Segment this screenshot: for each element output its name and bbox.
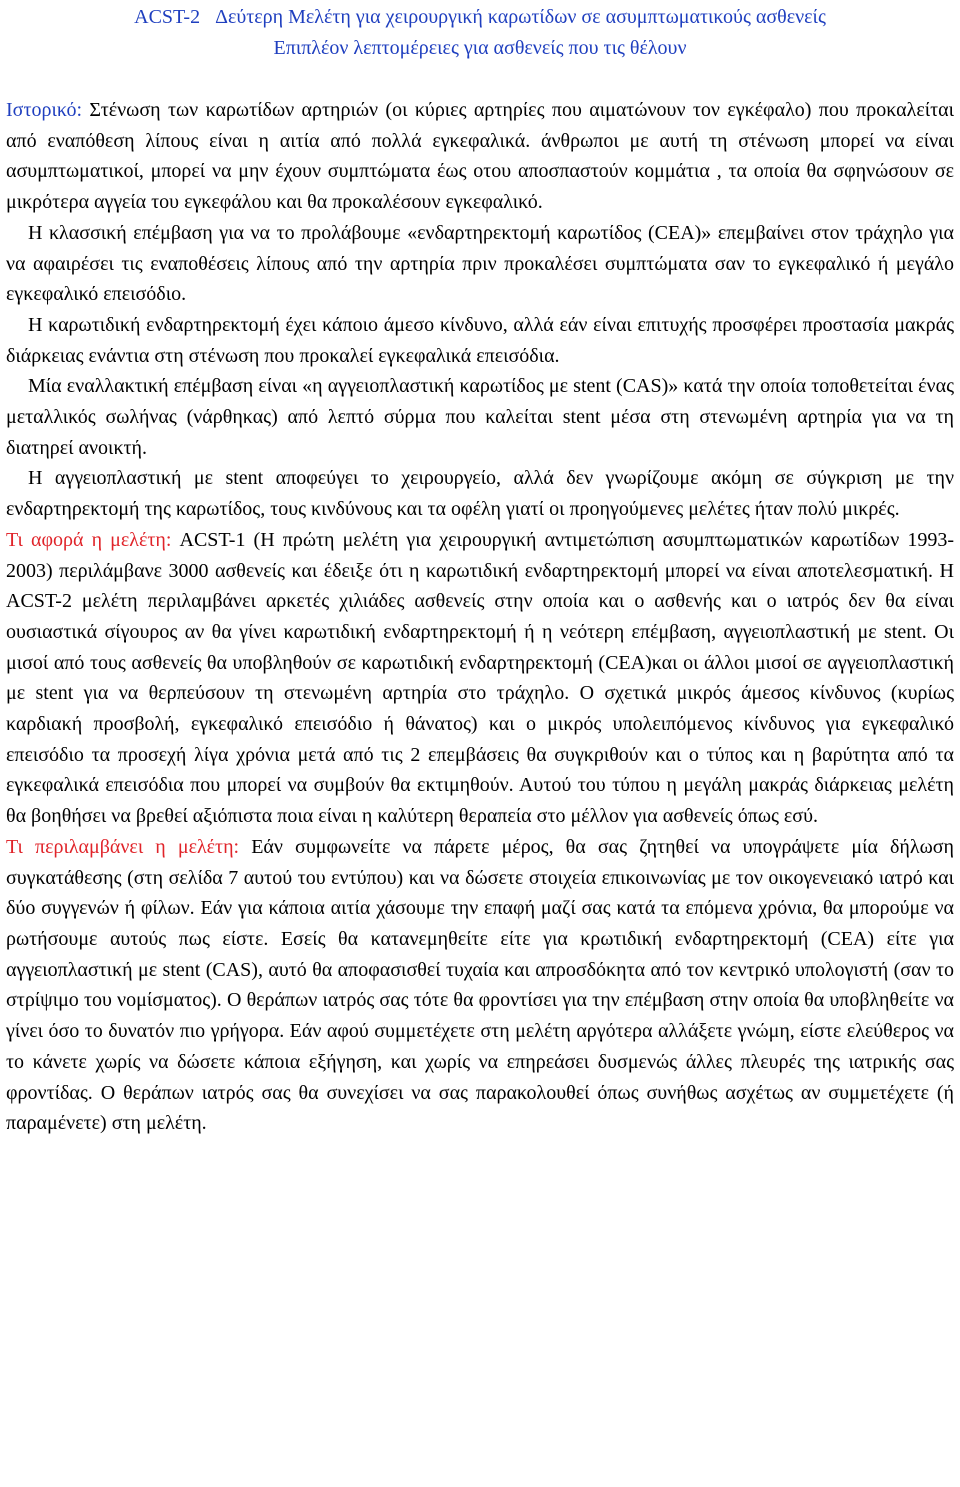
paragraph-cea: Η κλασσική επέμβαση για να το προλάβουμε «ενδαρτηρεκτομή καρωτίδος (CEA)» επεμβαίνει στον τράχηλο για να αφαιρέσει τις εναποθέσεις λίπους από την αρτηρία πριν προκαλέσει συμπτώματα σαν το εγκεφαλικό ή μεγάλο εγκεφαλικό επεισόδιο. <box>6 221 954 306</box>
paragraph-cea-risk: Η καρωτιδική ενδαρτηρεκτομή έχει κάποιο άμεσο κίνδυνο, αλλά εάν είναι επιτυχής προσφέρει προστασία μακράς διάρκειας ενάντια στη στένωση που προκαλεί εγκεφαλικά επεισόδια. <box>6 313 954 367</box>
study-includes-paragraph <box>6 832 954 1139</box>
document-title: Δεύτερη Μελέτη για χειρουργική καρωτίδων σε ασυμπτωματικούς ασθενείς <box>215 6 826 28</box>
study-about-text: ACST-1 (Η πρώτη μελέτη για χειρουργική αντιμετώπιση ασυμπτωματικών καρωτίδων 1993-2003) περιλάμβανε 3000 ασθενείς και έδειξε ότι η καρωτιδική ενδαρτηρεκτομή μπορεί να είναι αποτελεσματική. Η ACST-2 μελέτη περιλαμβάνει αρκετές χιλιάδες ασθενείς στην οποία και ο ασθενής και ο ιατρός δεν θα είναι ουσιαστικά σίγουρος αν θα γίνει καρωτιδική ενδαρτηρεκτομή ή η νεότερη επέμβαση, αγγειοπλαστική με stent. Οι μισοί από τους ασθενείς θα υποβληθούν σε καρωτιδική ενδαρτηρεκτομή (CEA)και οι άλλοι μισοί σε αγγειοπλαστική με stent για να θερπεύσουν τη στενωμένη αρτηρία στο τράχηλο. Ο σχετικά μικρός άμεσος κίνδυνος (κυρίως καρδιακή προσβολή, εγκεφαλικό επεισόδιο ή θάνατος) και ο μικρός υπολειπόμενος κίνδυνος για εγκεφαλικό επεισόδιο τα προσεχή λίγα χρόνια μετά από τις 2 επεμβάσεις θα συγκριθούν και ο τύπος και η βαρύτητα από τα εγκεφαλικά επεισόδια που μπορεί να συμβούν θα εκτιμηθούν. Αυτού του τύπου η μεγάλη μακράς διάρκειας μελέτη θα βοηθήσει να βρεθεί αξιόπιστα ποια είναι η καλύτερη θεραπεία στο μέλλον για ασθενείς όπως εσύ. <box>6 528 954 828</box>
history-label: Ιστορικό: <box>6 99 83 121</box>
paragraph-cas: Μία εναλλακτική επέμβαση είναι «η αγγειοπλαστική καρωτίδος με stent (CAS)» κατά την οποία τοποθετείται ένας μεταλλικός σωλήνας (νάρθηκας) από λεπτό σύρμα που καλείται stent μέσα στη στενωμένη αρτηρία για να τη διατηρεί ανοικτή. <box>6 375 954 459</box>
study-includes-label: Τι περιλαμβάνει η μελέτη: <box>6 835 240 858</box>
history-text: Στένωση των καρωτίδων αρτηριών (οι κύριες αρτηρίες που αιματώνουν τον εγκέφαλο) που προκαλείται από εναπόθεση λίπους είναι η αιτία από πολλά εγκεφαλικά. άνθρωποι με αυτή τη στένωση μπορεί να είναι ασυμπτωματικοί, μπορεί να μην έχουν συμπτώματα έως οτου αποσπαστούν κομμάτια , τα οποία θα σφηνώσουν σε μικρότερα αγγεία του εγκεφάλου και θα προκαλέσουν εγκεφαλικό. <box>6 99 954 214</box>
document-body <box>6 95 954 1139</box>
study-code: ACST-2 <box>134 6 201 28</box>
paragraph-cas-comparison: Η αγγειοπλαστική με stent αποφεύγει το χειρουργείο, αλλά δεν γνωρίζουμε ακόμη σε σύγκριση με την ενδαρτηρεκτομή της καρωτίδος, τους κινδύνους και τα οφέλη γιατί οι προηγούμενες μελέτες ήταν πολύ μικρές. <box>6 467 954 521</box>
history-paragraph <box>6 95 954 218</box>
study-about-label: Τι αφορά η μελέτη: <box>6 528 172 551</box>
study-about-paragraph <box>6 525 954 832</box>
document-subtitle: Επιπλέον λεπτομέρειες για ασθενείς που τις θέλουν <box>273 37 687 59</box>
document-header <box>6 2 954 64</box>
header-title-line <box>6 2 954 33</box>
study-includes-text: Εάν συμφωνείτε να πάρετε μέρος, θα σας ζητηθεί να υπογράψετε μία δήλωση συγκατάθεσης (στη σελίδα 7 αυτού του εντύπου) και να δώσετε στοιχεία επικοινωνίας με τον οικογενειακό ιατρό και δύο συγγενών ή φίλων. Εάν για κάποια αιτία χάσουμε την επαφή μαζί σας κατά τα επόμενα χρόνια, θα μπορούμε να ρωτήσουμε αυτούς πως είστε. Εσείς θα κατανεμηθείτε είτε για κρωτιδική ενδαρτηρεκτομή (CEA) είτε για αγγειοπλαστική με stent (CAS), αυτό θα αποφασισθεί τυχαία και απροσδόκητα από τον κεντρικό υπολογιστή (σαν το στρίψιμο του νομίσματος). Ο θεράπων ιατρός σας τότε θα φροντίσει για την επέμβαση στην οποία θα υποβληθείτε να γίνει όσο το δυνατόν πιο γρήγορα. Εάν αφού συμμετέχετε στη μελέτη αργότερα αλλάξετε γνώμη, είστε ελεύθερος να το κάνετε χωρίς να δώσετε κάποια εξήγηση, και χωρίς να επηρεάσει δυσμενώς άλλες πλευρές της ιατρικής σας φροντίδας. Ο θεράπων ιατρός σας θα συνεχίσει να σας παρακολουθεί όπως συνήθως ασχέτως αν συμμετέχετε (ή παραμένετε) στη μελέτη. <box>6 835 954 1135</box>
